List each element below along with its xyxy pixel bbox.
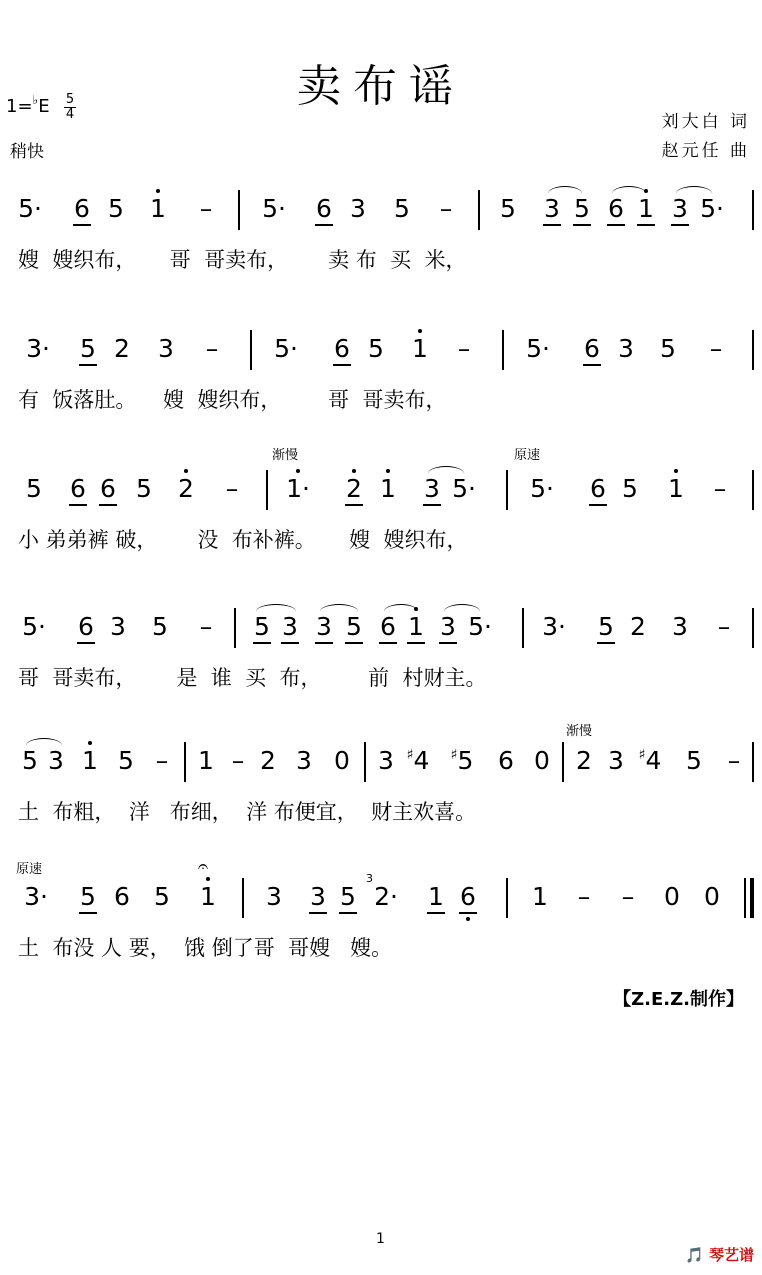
lyrics-line: 土 布粗， 洋 布细， 洋 布便宜， 财主欢喜。 — [18, 800, 477, 824]
note: 2 — [576, 746, 592, 775]
note: – — [199, 612, 213, 641]
note: 5 — [108, 194, 124, 223]
note: 6 — [114, 882, 130, 911]
note: 6 — [70, 194, 94, 223]
note: 5 — [594, 612, 618, 641]
note: ♯4 — [406, 746, 430, 775]
time-signature — [64, 93, 76, 122]
note: 5 — [76, 334, 100, 363]
note: 5 — [136, 474, 152, 503]
notes-row — [0, 608, 762, 648]
tempo-mark-slow: 渐慢 — [566, 724, 593, 739]
note: 6 — [376, 612, 400, 641]
brand-logo[interactable] — [685, 1244, 754, 1265]
meter-top: 5 — [65, 92, 75, 107]
note: 2· — [374, 882, 398, 911]
note: 1· — [286, 474, 310, 503]
note: 5 — [622, 474, 638, 503]
note: 6 — [312, 194, 336, 223]
note: – — [717, 612, 731, 641]
note: 2 — [342, 474, 366, 503]
note: 1 — [664, 474, 688, 503]
note: 5 — [368, 334, 384, 363]
notes-row — [0, 330, 762, 370]
note: 5 — [394, 194, 410, 223]
note: ♯4 — [638, 746, 662, 775]
note: 3 — [296, 746, 312, 775]
key-note: E — [38, 96, 50, 117]
note: 0 — [664, 882, 680, 911]
note: 5· — [452, 474, 476, 503]
note: 3 — [278, 612, 302, 641]
lyrics-line: 哥 哥卖布， 是 谁 买 布， 前 村财主。 — [18, 666, 487, 690]
note: 5 — [22, 746, 38, 775]
note: 5 — [686, 746, 702, 775]
note: – — [231, 746, 245, 775]
note: 5· — [274, 334, 298, 363]
note: 6 — [74, 612, 98, 641]
note: 3 — [312, 612, 336, 641]
note: – — [713, 474, 727, 503]
note: 3 — [540, 194, 564, 223]
key-label: 1= — [6, 96, 33, 117]
note: 3 — [436, 612, 460, 641]
note: 3· — [542, 612, 566, 641]
tempo-marking: 稍快 — [10, 142, 44, 162]
notes-row — [0, 742, 762, 782]
note: 5 — [250, 612, 274, 641]
note: 1 — [408, 334, 432, 363]
tempo-mark-original: 原速 — [514, 448, 541, 463]
note: 5· — [22, 612, 46, 641]
note: 5· — [700, 194, 724, 223]
note: 2 — [630, 612, 646, 641]
note: 6 — [604, 194, 628, 223]
note: 5· — [262, 194, 286, 223]
lyrics-line: 小 弟弟裤 破， 没 布补裤。 嫂 嫂织布， — [18, 528, 468, 552]
note: 2 — [114, 334, 130, 363]
lyrics-line: 嫂 嫂织布， 哥 哥卖布， 卖 布 买 米， — [18, 248, 467, 272]
note: – — [709, 334, 723, 363]
note: 5 — [154, 882, 170, 911]
system-2 — [0, 330, 762, 440]
note: 3 — [672, 612, 688, 641]
note: 3· — [26, 334, 50, 363]
page-number: 1 — [376, 1231, 385, 1247]
fermata-icon: 𝄐 — [198, 856, 209, 877]
note: 1 — [532, 882, 548, 911]
note: 1 — [424, 882, 448, 911]
note: 2 — [174, 474, 198, 503]
lyricist: 刘大白 词 — [661, 112, 750, 132]
note: 3 — [618, 334, 634, 363]
lyrics-line: 有 饭落肚。 嫂 嫂织布， 哥 哥卖布， — [18, 388, 447, 412]
tempo-mark-slow: 渐慢 — [272, 448, 299, 463]
note: 5 — [26, 474, 42, 503]
note: 3 — [266, 882, 282, 911]
note: ♯5 — [450, 746, 474, 775]
note: 0 — [534, 746, 550, 775]
note: – — [155, 746, 169, 775]
note: 5· — [530, 474, 554, 503]
note: 3· — [24, 882, 48, 911]
note: 1 — [78, 746, 102, 775]
note: – — [727, 746, 741, 775]
note: 1 — [634, 194, 658, 223]
note: – — [439, 194, 453, 223]
notes-row — [0, 470, 762, 510]
grace-note: 3 — [366, 872, 373, 885]
note: 6 — [66, 474, 90, 503]
composer: 赵元任 曲 — [661, 141, 750, 161]
maker-credit: 【Z.E.Z.制作】 — [613, 989, 744, 1010]
system-5 — [0, 724, 762, 852]
note: 6 — [586, 474, 610, 503]
note: 5 — [76, 882, 100, 911]
note: 3 — [608, 746, 624, 775]
note: 0 — [334, 746, 350, 775]
note: 6 — [96, 474, 120, 503]
note: 1 — [198, 746, 214, 775]
note: 5· — [18, 194, 42, 223]
system-3 — [0, 448, 762, 580]
note: 5 — [500, 194, 516, 223]
note: 6 — [456, 882, 480, 911]
note: 5· — [526, 334, 550, 363]
note: 5 — [660, 334, 676, 363]
score-title: 卖布谣 — [297, 61, 465, 112]
note: 3 — [306, 882, 330, 911]
note: 3 — [378, 746, 394, 775]
note: 5 — [342, 612, 366, 641]
note: 1 — [146, 194, 170, 223]
flat-sign: ♭ — [32, 93, 39, 107]
lyrics-line: 土 布没 人 要， 饿 倒了哥 哥嫂 嫂。 — [18, 936, 393, 960]
note: 5· — [468, 612, 492, 641]
key-signature — [6, 93, 50, 117]
system-6 — [0, 856, 762, 988]
note: – — [199, 194, 213, 223]
credits — [662, 108, 750, 166]
note: 5 — [118, 746, 134, 775]
meter-bottom: 4 — [65, 107, 75, 122]
notes-row — [0, 190, 762, 230]
note: 1 — [376, 474, 400, 503]
note: – — [205, 334, 219, 363]
brand-name: 琴艺谱 — [708, 1246, 754, 1264]
note: – — [621, 882, 635, 911]
notes-row — [0, 872, 762, 918]
note: 5 — [152, 612, 168, 641]
note: 1 — [196, 882, 220, 911]
note: – — [457, 334, 471, 363]
note: 3 — [350, 194, 366, 223]
note: 2 — [260, 746, 276, 775]
system-4 — [0, 608, 762, 718]
note: – — [225, 474, 239, 503]
note: 1 — [404, 612, 428, 641]
logo-icon: 🎵 — [685, 1246, 704, 1264]
note: – — [577, 882, 591, 911]
note: 5 — [336, 882, 360, 911]
note: 3 — [668, 194, 692, 223]
note: 3 — [48, 746, 64, 775]
note: 5 — [570, 194, 594, 223]
note: 0 — [704, 882, 720, 911]
note: 3 — [420, 474, 444, 503]
note: 3 — [158, 334, 174, 363]
note: 6 — [330, 334, 354, 363]
note: 3 — [110, 612, 126, 641]
note: 6 — [498, 746, 514, 775]
note: 6 — [580, 334, 604, 363]
tempo-mark-original: 原速 — [16, 862, 43, 877]
system-1 — [0, 190, 762, 300]
